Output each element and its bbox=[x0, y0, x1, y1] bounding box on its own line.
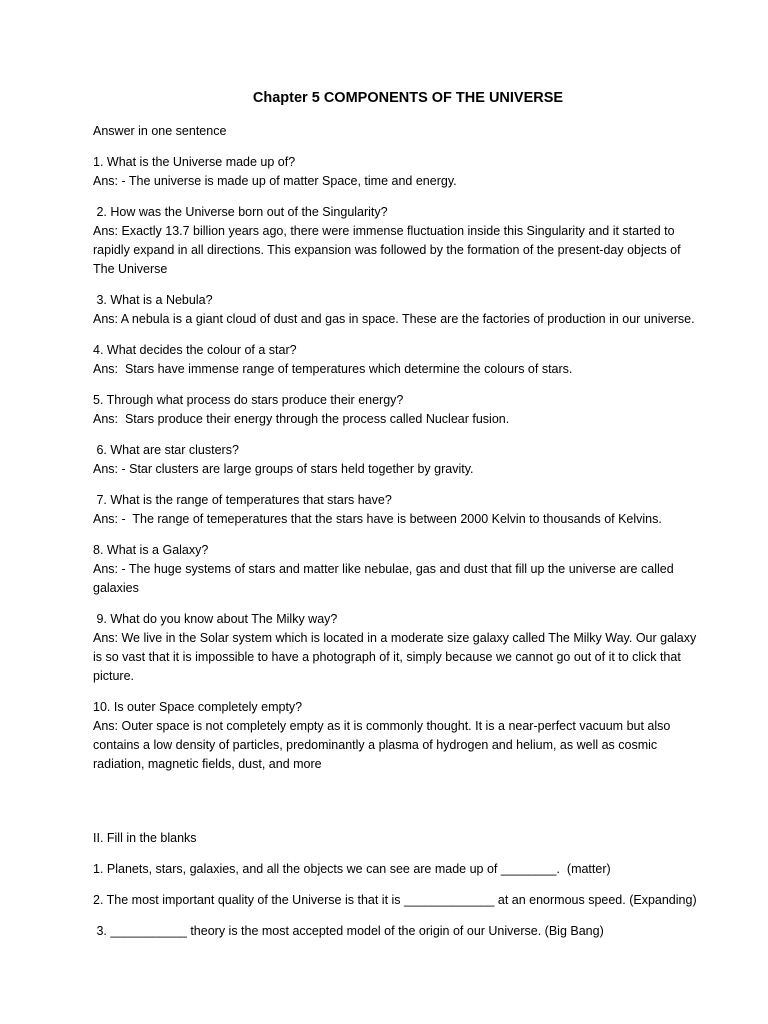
qa-item bbox=[93, 291, 733, 329]
qa-item bbox=[93, 203, 733, 279]
fill-blank-item: 1. Planets, stars, galaxies, and all the objects we can see are made up of ________. (matter) bbox=[93, 862, 611, 876]
section-heading-answer-in-one-sentence: Answer in one sentence bbox=[93, 124, 227, 138]
question: 8. What is a Galaxy? bbox=[93, 543, 209, 557]
fill-blank-item: 2. The most important quality of the Universe is that it is _____________ at an enormous speed. (Expanding) bbox=[93, 893, 697, 907]
answer-line: Ans: - The huge systems of stars and matter like nebulae, gas and dust that fill up the universe are called bbox=[93, 562, 674, 576]
section-spacer bbox=[93, 786, 733, 829]
question: 5. Through what process do stars produce their energy? bbox=[93, 393, 404, 407]
qa-item bbox=[93, 153, 733, 191]
answer-line: Ans: - The range of temeperatures that the stars have is between 2000 Kelvin to thousands of Kelvins. bbox=[93, 512, 662, 526]
question: 10. Is outer Space completely empty? bbox=[93, 700, 303, 714]
answer-line: Ans: Exactly 13.7 billion years ago, there were immense fluctuation inside this Singularity and it started to bbox=[93, 224, 675, 238]
answer-line: Ans: A nebula is a giant cloud of dust and gas in space. These are the factories of production in our universe. bbox=[93, 312, 695, 326]
question: 6. What are star clusters? bbox=[93, 443, 239, 457]
answer-line: picture. bbox=[93, 669, 134, 683]
qa-item bbox=[93, 441, 733, 479]
question: 7. What is the range of temperatures that stars have? bbox=[93, 493, 392, 507]
question: 2. How was the Universe born out of the Singularity? bbox=[93, 205, 388, 219]
answer-line: Ans: Stars produce their energy through the process called Nuclear fusion. bbox=[93, 412, 510, 426]
answer-line: is so vast that it is impossible to have a photograph of it, simply because we cannot go out of it to click that bbox=[93, 650, 681, 664]
question: 9. What do you know about The Milky way? bbox=[93, 612, 338, 626]
question: 3. What is a Nebula? bbox=[93, 293, 213, 307]
page-title: Chapter 5 COMPONENTS OF THE UNIVERSE bbox=[252, 90, 564, 106]
qa-item bbox=[93, 341, 733, 379]
qa-list bbox=[93, 153, 733, 774]
fill-blanks-list bbox=[93, 860, 733, 941]
qa-item bbox=[93, 541, 733, 598]
document-page bbox=[93, 88, 733, 953]
qa-item bbox=[93, 698, 733, 774]
section-heading-fill-in-the-blanks: II. Fill in the blanks bbox=[93, 831, 197, 845]
answer-line: Ans: Outer space is not completely empty as it is commonly thought. It is a near-perfect vacuum but also bbox=[93, 719, 671, 733]
answer-line: radiation, magnetic fields, dust, and more bbox=[93, 757, 322, 771]
answer-line: Ans: Stars have immense range of temperatures which determine the colours of stars. bbox=[93, 362, 573, 376]
answer-line: Ans: - Star clusters are large groups of stars held together by gravity. bbox=[93, 462, 474, 476]
answer-line: contains a low density of particles, predominantly a plasma of hydrogen and helium, as well as cosmic bbox=[93, 738, 658, 752]
answer-line: rapidly expand in all directions. This expansion was followed by the formation of the present-day objects of bbox=[93, 243, 681, 257]
qa-item bbox=[93, 491, 733, 529]
question: 1. What is the Universe made up of? bbox=[93, 155, 296, 169]
answer-line: Ans: We live in the Solar system which is located in a moderate size galaxy called The Milky Way. Our galaxy bbox=[93, 631, 697, 645]
qa-item bbox=[93, 610, 733, 686]
answer-line: Ans: - The universe is made up of matter Space, time and energy. bbox=[93, 174, 457, 188]
fill-blank-item: 3. ___________ theory is the most accepted model of the origin of our Universe. (Big Bang) bbox=[93, 924, 604, 938]
question: 4. What decides the colour of a star? bbox=[93, 343, 297, 357]
answer-line: galaxies bbox=[93, 581, 139, 595]
answer-line: The Universe bbox=[93, 262, 168, 276]
qa-item bbox=[93, 391, 733, 429]
